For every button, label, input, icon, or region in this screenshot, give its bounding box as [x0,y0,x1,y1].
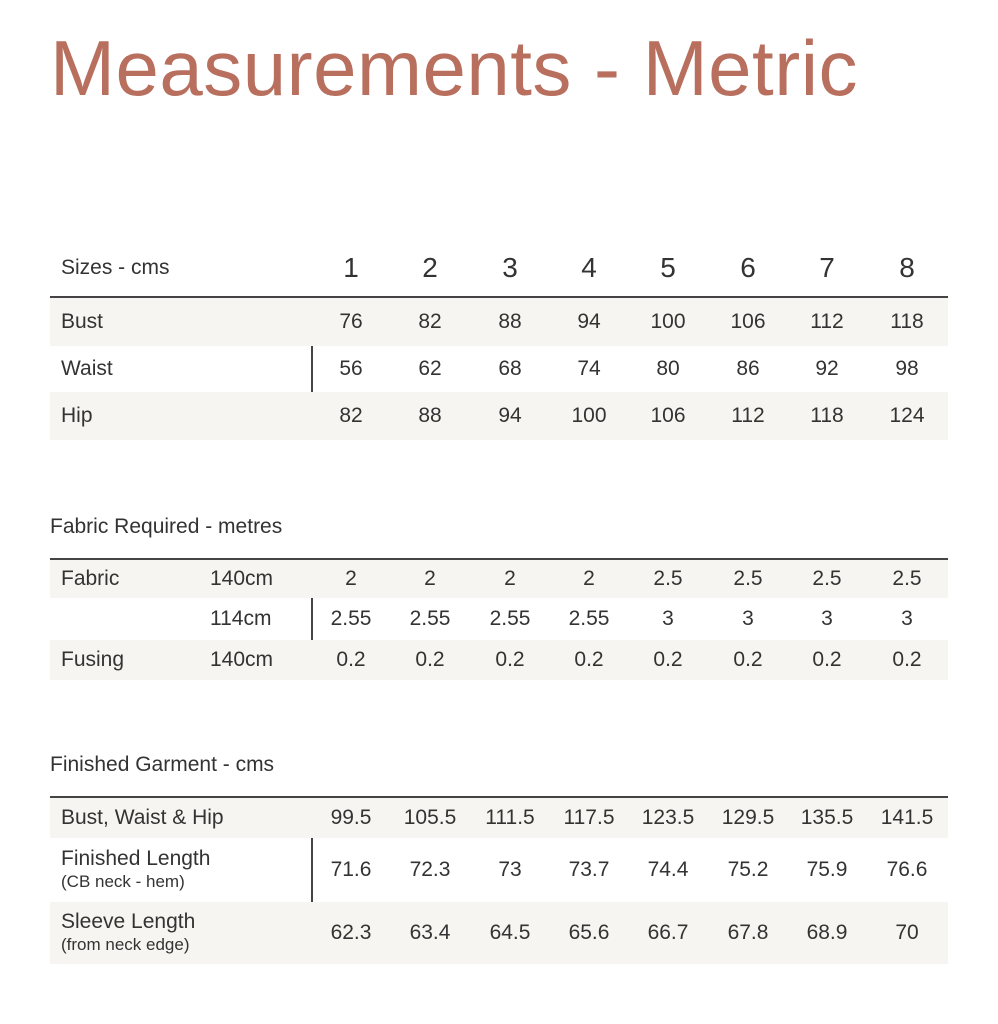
cell: 92 [815,357,839,380]
cell: 106 [650,404,686,427]
cell: 0.2 [336,648,366,671]
cell: 73.7 [568,858,610,881]
cell: 75.2 [727,858,769,881]
cell: 141.5 [880,806,934,829]
cell: 2 [583,567,595,590]
size-col-6: 6 [740,252,756,283]
cell: 65.6 [568,921,610,944]
cell: 105.5 [403,806,457,829]
cell: 88 [498,310,522,333]
table-row [50,560,948,598]
sizes-header-row [50,240,948,296]
finished-heading: Finished Garment - cms [50,752,275,776]
row-label: Bust, Waist & Hip [61,806,224,829]
cell: 0.2 [574,648,604,671]
cell: 2.55 [409,607,451,630]
cell: 3 [662,607,674,630]
cell: 82 [339,404,363,427]
cell: 2.55 [568,607,610,630]
cell: 112 [731,404,765,427]
cell: 0.2 [733,648,763,671]
fabric-header-row [50,496,948,558]
cell: 82 [418,310,442,333]
cell: 124 [889,404,925,427]
cell: 68.9 [806,921,848,944]
cell: 70 [895,921,919,944]
size-col-8: 8 [899,252,915,283]
cell: 75.9 [806,858,848,881]
size-col-1: 1 [343,252,359,283]
row-label: Fusing [61,648,125,671]
cell: 2.5 [733,567,763,590]
cell: 62.3 [330,921,372,944]
cell: 100 [571,404,607,427]
cell: 118 [890,310,924,333]
cell: 99.5 [330,806,372,829]
cell: 56 [339,357,363,380]
table-row [50,902,948,964]
cell: 2 [345,567,357,590]
cell: 80 [656,357,680,380]
table-row [50,838,948,902]
cell: 76 [339,310,363,333]
table-row [50,640,948,680]
cell: 88 [418,404,442,427]
row-label-group [61,910,195,956]
cell: 72.3 [409,858,451,881]
size-col-7: 7 [819,252,835,283]
cell: 68 [498,357,522,380]
cell: 3 [742,607,754,630]
size-col-4: 4 [581,252,597,283]
cell: 123.5 [641,806,695,829]
cell: 64.5 [489,921,531,944]
cell: 94 [577,310,601,333]
cell: 2 [424,567,436,590]
cell: 76.6 [886,858,928,881]
table-row [50,798,948,838]
cell: 74 [577,357,601,380]
cell: 106 [730,310,766,333]
page-title: Measurements - Metric [50,24,859,112]
row-label: Bust [61,310,104,333]
cell: 94 [498,404,522,427]
sizes-table [50,240,948,440]
size-col-3: 3 [502,252,518,283]
cell: 0.2 [495,648,525,671]
row-note: (CB neck - hem) [61,872,185,891]
row-label: Hip [61,404,93,427]
finished-table [50,733,948,964]
cell: 2.5 [812,567,842,590]
cell: 2 [504,567,516,590]
fabric-heading: Fabric Required - metres [50,515,283,538]
row-label: Waist [61,357,113,380]
cell: 62 [418,357,442,380]
cell: 63.4 [409,921,451,944]
cell: 0.2 [415,648,445,671]
cell: 100 [650,310,686,333]
row-label: Fabric [61,567,120,590]
row-label-group [61,847,210,893]
sizes-heading: Sizes - cms [61,256,170,279]
row-label: Finished Length [61,847,211,870]
cell: 0.2 [812,648,842,671]
cell: 74.4 [647,858,689,881]
size-col-5: 5 [660,252,676,283]
cell: 118 [810,404,844,427]
cell: 3 [821,607,833,630]
cell: 86 [736,357,760,380]
cell: 0.2 [653,648,683,671]
row-sublabel: 140cm [210,567,274,590]
cell: 117.5 [563,806,615,829]
row-sublabel: 114cm [210,607,272,630]
cell: 135.5 [800,806,854,829]
cell: 71.6 [330,858,372,881]
row-label: Sleeve Length [61,910,196,933]
cell: 73 [498,858,522,881]
cell: 111.5 [485,806,535,829]
cell: 98 [895,357,919,380]
table-row [50,598,948,640]
cell: 0.2 [892,648,922,671]
cell: 3 [901,607,913,630]
cell: 2.5 [892,567,922,590]
cell: 66.7 [647,921,689,944]
row-note: (from neck edge) [61,935,190,954]
row-sublabel: 140cm [210,648,274,671]
table-row [50,298,948,346]
cell: 67.8 [727,921,769,944]
table-row [50,392,948,440]
cell: 2.5 [653,567,683,590]
size-col-2: 2 [422,252,438,283]
finished-header-row [50,733,948,796]
cell: 112 [810,310,844,333]
table-row [50,346,948,392]
cell: 129.5 [721,806,775,829]
cell: 2.55 [489,607,531,630]
fabric-table [50,496,948,680]
cell: 2.55 [330,607,372,630]
